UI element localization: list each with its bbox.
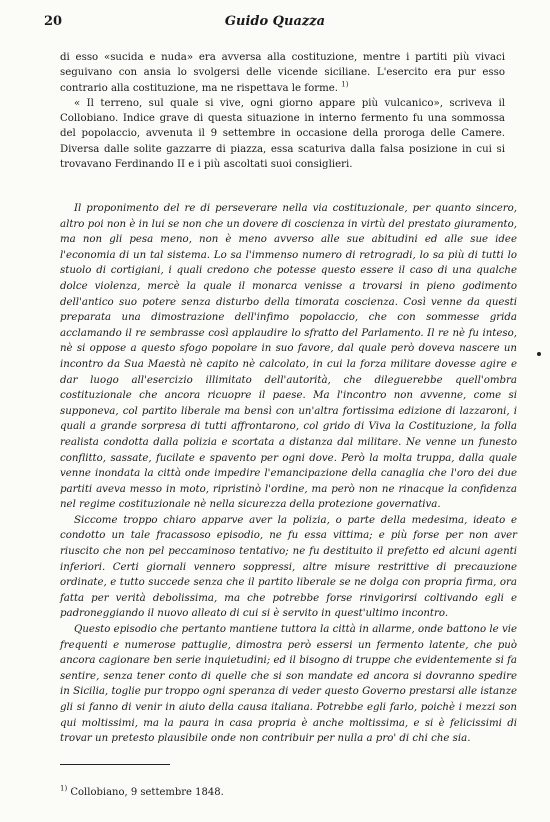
- footnote-text: Collobiano, 9 settembre 1848.: [70, 787, 224, 798]
- footnote: [60, 786, 505, 800]
- body-text: [60, 50, 505, 172]
- block-quote: [60, 201, 517, 747]
- quote-paragraph: Siccome troppo chiaro apparve aver la polizia, o parte della medesima, ideato e condotto un tale fracassoso episodio, ne fu essa vittima; e più forse per non aver riuscito che non pel peccaminoso tentativo; ne fu destituito il prefetto ed alcuni agenti inferiori. Certi giornali vennero soppressi, altre misure restrittive di precauzione ordinate, e tutto succede senza che il partito liberale se ne dolga con propria firma, ora fatta per verità debolissima, ma che potrebbe forse rinvigorirsi coltivando egli e padroneggiando il nuovo alleato di cui si è servito in quest'ultimo incontro.: [60, 514, 517, 620]
- body-paragraph: « Il terreno, sul quale si vive, ogni giorno appare più vulcanico», scriveva il Collobiano. Indice grave di questa situazione in interno fermento fu una sommossa del popolaccio, avvenuta il 9 settembre in occasione della proroga delle Camere. Diversa dalle solite gazzarre di piazza, essa scaturiva dalla falsa posizione in cui si trovavano Ferdinando II e i più ascoltati suoi consiglieri.: [60, 97, 505, 171]
- footnote-ref: 1): [341, 80, 349, 89]
- page-header: [44, 14, 506, 34]
- footnote-separator: [60, 764, 170, 765]
- body-paragraph: [60, 50, 505, 96]
- margin-mark: [537, 352, 541, 356]
- body-paragraph-text: di esso «sucida e nuda» era avversa alla costituzione, mentre i partiti più vivaci seguivano con ansia lo svolgersi delle vicende siciliane. L'esercito era pur esso contrario alla costituzione, ma ne rispettava le forme.: [60, 52, 505, 94]
- page-number: 20: [44, 14, 63, 29]
- quote-paragraph: Il proponimento del re di perseverare nella via costituzionale, per quanto sincero, altro poi non è in lui se non che un dovere di coscienza in virtù del prestato giuramento, ma non gli pesa meno, non è meno avverso alle sue abitudini ed alle sue idee l'economia di un tal sistema. Lo sa l'immenso numero di retrogradi, lo sa più di tutti lo stuolo di cortigiani, i quali credono che potesse questo essere il caso di una qualche dolce violenza, mercè la quale il monarca venisse a trovarsi in pieno godimento dell'antico suo potere senza disturbo della timorata coscienza. Così venne da questi preparata una dimostrazione dell'infimo popolaccio, che con sommesse grida acclamando il re sembrasse così applaudire lo sfratto del Parlamento. Il re nè fu inteso, nè si oppose a questo sfogo popolare in suo favore, dal quale però doveva nascere un incontro da Sua Maestà nè capito nè calcolato, in cui la forza militare dovesse agire e dar luogo all'esercizio illimitato dell'autorità, che dileguerebbe quell'ombra costituzionale che ancora ricuopre il paese. Ma l'incontro non avvenne, come si supponeva, col partito liberale ma bensì con un'altra fortissima edizione di lazzaroni, i quali a grande sorpresa di tutti affrontarono, col grido di Viva la Costituzione, la folla realista condotta dalla polizia e scortata a distanza dal militare. Ne venne un funesto conflitto, sassate, fucilate e spavento per ogni dove. Però la molta truppa, dalla quale venne inondata la città onde impedire l'emancipazione della canaglia che l'oro dei due partiti aveva messo in moto, ripristinò l'ordine, ma però non ne rinacque la confidenza nel regime costituzionale nè nella sicurezza della protezione governativa.: [60, 203, 517, 511]
- quote-paragraph: Questo episodio che pertanto mantiene tuttora la città in allarme, onde battono le vie frequenti e numerose pattuglie, dimostra però essersi un fermento latente, che può ancora cagionare ben serie inquietudini; ed il bisogno di truppe che evidentemente si fa sentire, senza tener conto di quelle che si son mandate ed ancora si dovranno spedire in Sicilia, toglie pur troppo ogni speranza di veder questo Governo prestarsi alle istanze gli si fanno di venir in aiuto della causa italiana. Potrebbe egli farlo, poichè i mezzi son qui moltissimi, ma la paura in casa propria è anche moltissima, e si è felicissimi di trovar un pretesto plausibile onde non contribuir per nulla a pro' di chi che sia.: [60, 624, 517, 745]
- footnote-marker: 1): [60, 784, 68, 793]
- running-title: Guido Quazza: [224, 14, 326, 29]
